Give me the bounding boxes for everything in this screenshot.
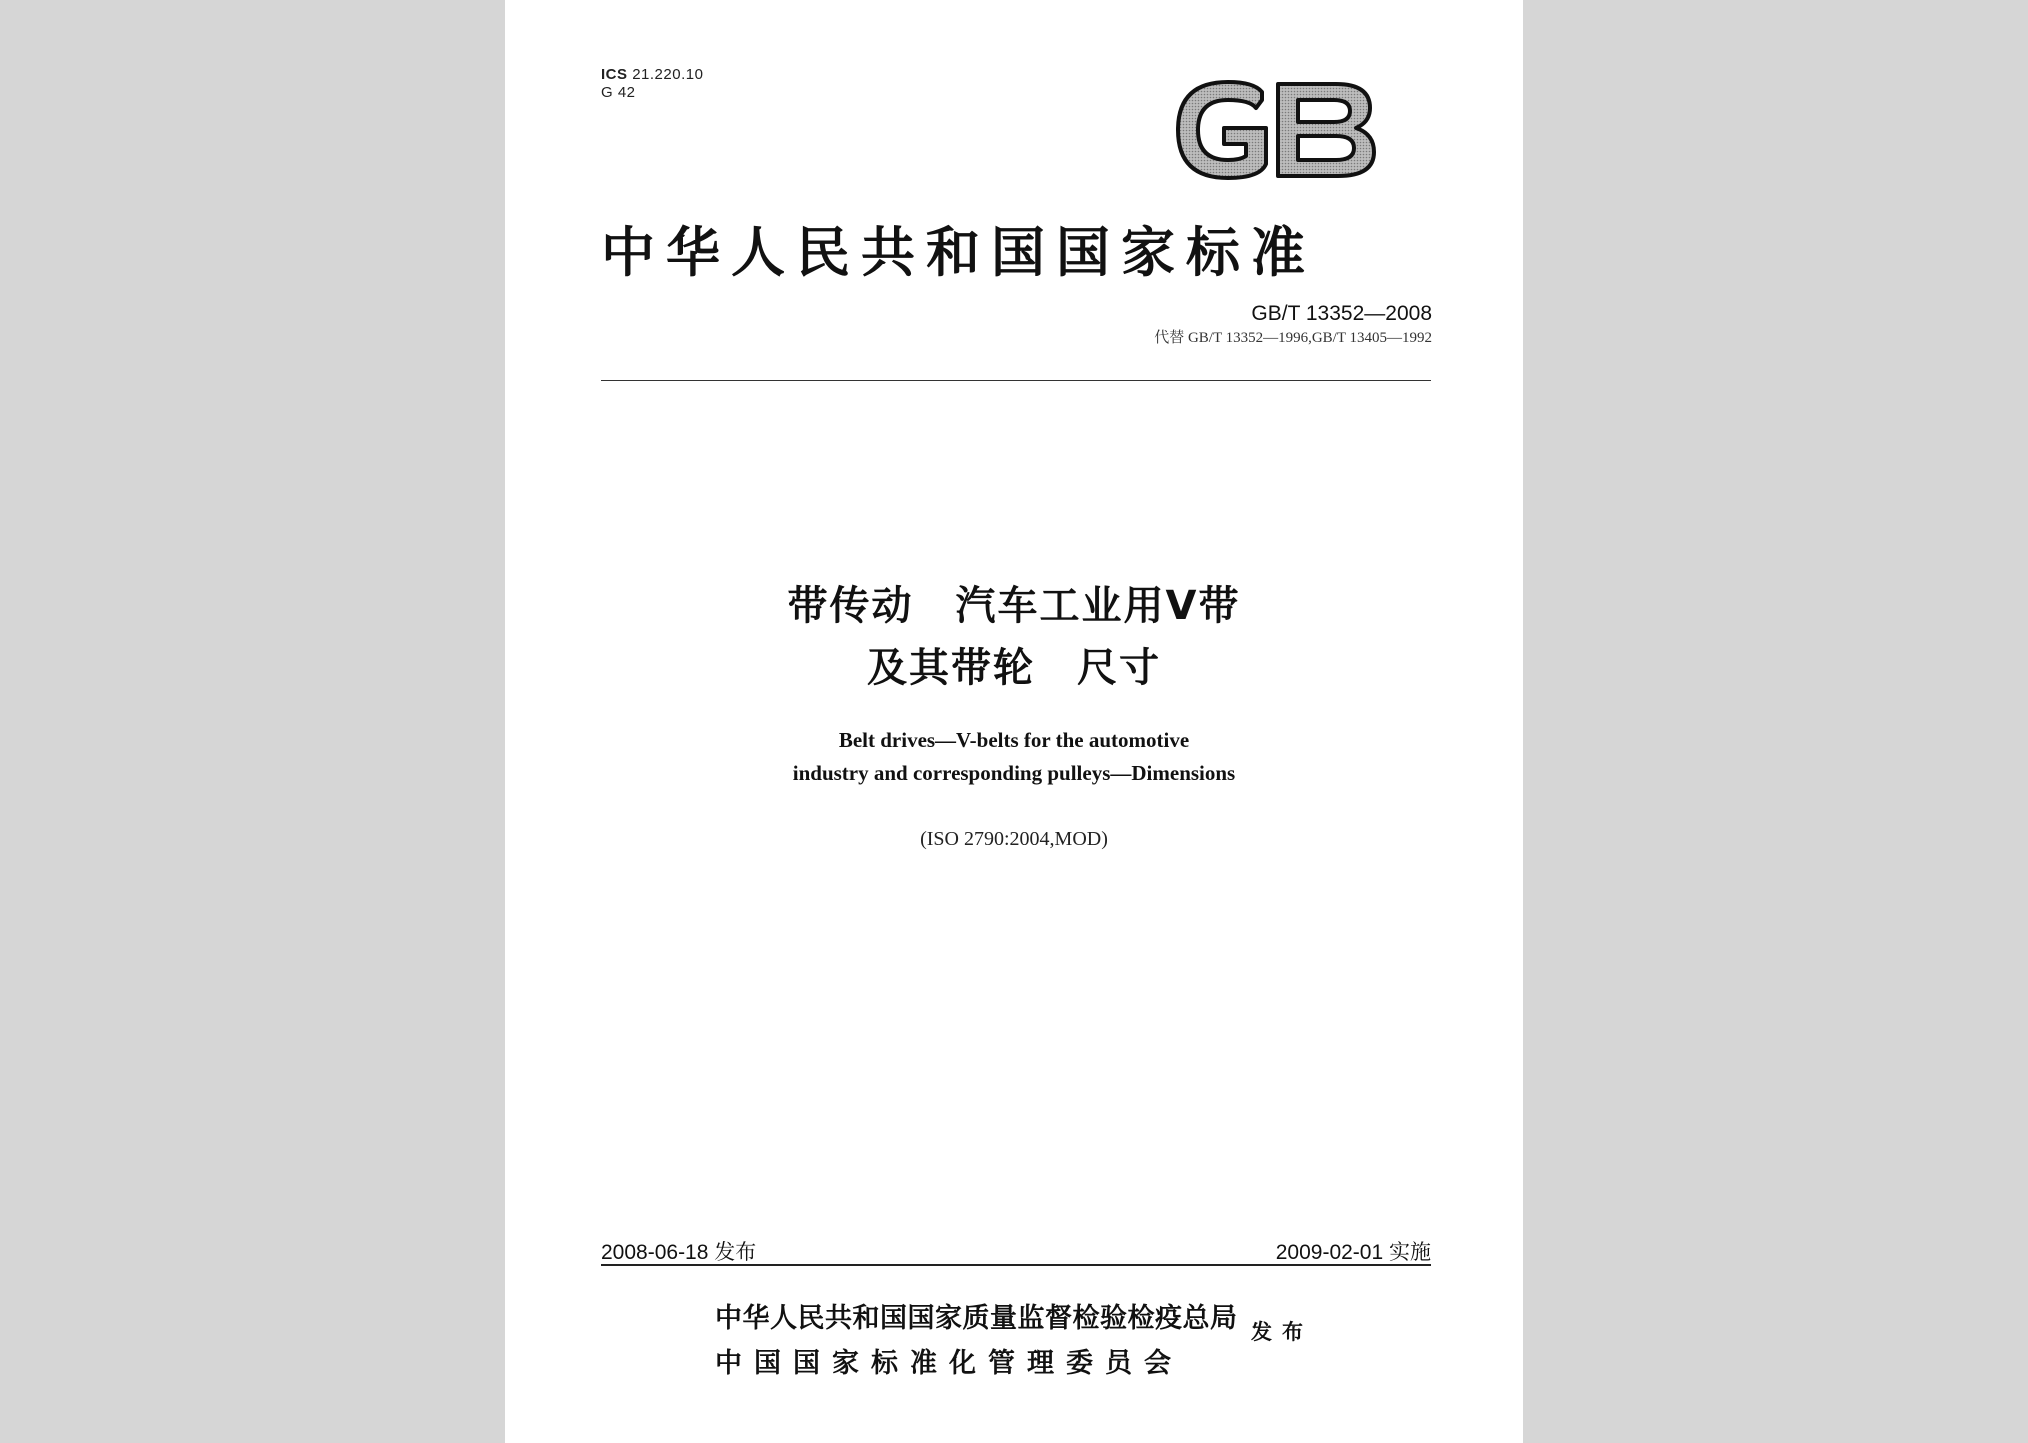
gb-logo-icon [1170, 78, 1378, 182]
english-title-line-1: Belt drives—V-belts for the automotive [838, 728, 1190, 752]
iso-reference: (ISO 2790:2004,MOD) [920, 828, 1108, 850]
issuer-sac: 中国国家标准化管理委员会 [715, 1348, 1183, 1379]
standard-number: GB/T 13352—2008 [1251, 302, 1432, 325]
chinese-title-line-1: 带传动 汽车工业用V带 [787, 583, 1241, 629]
chinese-title-line-2: 及其带轮 尺寸 [867, 645, 1161, 691]
issue-action: 发布 [1251, 1320, 1313, 1344]
english-title-line-2: industry and corresponding pulleys—Dimensions [792, 761, 1236, 785]
issuer-aqsiq: 中华人民共和国国家质量监督检验检疫总局 [715, 1303, 1238, 1334]
header-divider [601, 380, 1431, 381]
standard-cover-page [505, 0, 1523, 1443]
date-row [601, 1236, 1431, 1264]
issuing-authorities [715, 1296, 1238, 1380]
ccs-code: G 42 [601, 84, 636, 101]
issue-date: 2008-06-18 发布 [601, 1241, 757, 1264]
footer-divider [601, 1264, 1431, 1266]
replaced-standards: 代替 GB/T 13352—1996,GB/T 13405—1992 [1154, 330, 1432, 346]
ics-code: ICS 21.220.10 [601, 66, 704, 83]
issuing-country-standard-title: 中华人民共和国国家标准 [601, 220, 1316, 284]
implementation-date: 2009-02-01 实施 [1275, 1241, 1431, 1264]
